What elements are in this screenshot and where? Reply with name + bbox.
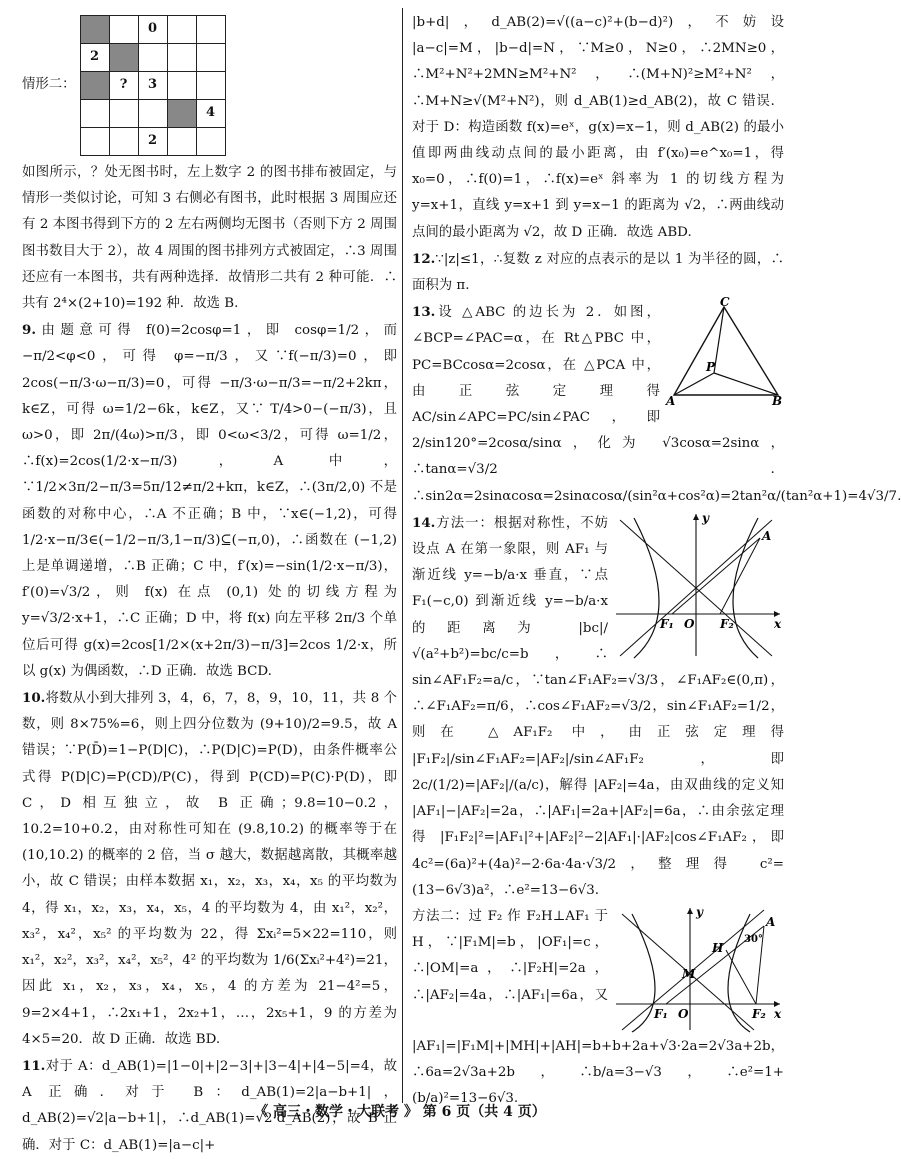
grid-cell (109, 99, 138, 127)
segment-af1 (672, 538, 760, 614)
answer-text: ∵|z|≤1，∴复数 z 对应的点表示的是以 1 为半径的圆，∴面积为 π. (412, 251, 784, 294)
question-number: 9. (22, 322, 36, 339)
label-x: x (774, 616, 782, 631)
label-f2: F₂ (720, 616, 734, 631)
answer-text: 由题意可得 f(0)=2cosφ=1，即 cosφ=1/2，而 −π/2<φ<0，可得 φ=−π/3，又∵f(−π/3)=0，即 2cos(−π/3·ω−π/3)=0，可得 −π/3·ω−π/3=−π/2+2kπ，k∈Z，可得 ω=1/2−6k，k∈Z，又∵ T/4>0−(−π/3)，且 ω>0，即 2π/(4ω)>π/3，即 0<ω<3/2，可得 ω=1/2，∴f(x)=2cos(1/2·x−π/3)，A 中，∵1/2×3π/2−π/3=5π/12≠π/2+kπ，k∈Z，∴(3π/2,0) 不是函数的对称中心，∴A 不正确；B 中，∵x∈(−1,2)，可得 1/2·x−π/3∈(−1/2−π/3,1−π/3)⊆(−π,0)，∴函数在 (−1,2) 上是单调递增，∴B 正确；C 中，f′(x)=−sin(1/2·x−π/3)，f′(0)=√3/2，则 f(x) 在点 (0,1) 处的切线方程为 y=√3/2·x+1，∴C 正确；D 中，将 f(x) 向左平移 2π/3 个单位后可得 g(x)=2cos[1/2×(x+2π/3)−π/3]=2cos 1/2·x，所以 g(x) 为偶函数，∴D 正确．故选 BCD. (22, 323, 397, 679)
triangle-figure (666, 295, 784, 409)
answer-q11-continued: |b+d|，d_AB(2)=√((a−c)²+(b−d)²)，不妨设 |a−c|=M，|b−d|=N，∵M≥0，N≥0，∴2MN≥0，∴M²+N²+2MN≥M²+N²，∴(M+N)²≥M²+N²，∴M+N≥√(M²+N²)，则 d_AB(1)≥d_AB(2)，故 C 错误．对于 D：构造函数 f(x)=eˣ，g(x)=x−1，则 d_AB(2) 的最小值即两曲线动点间的最小距离，由 f′(x₀)=e^x₀=1，得 x₀=0，∴f(0)=1，∴f(x)=eˣ 斜率为 1 的切线方程为 y=x+1，直线 y=x+1 到 y=x−1 的距离为 √2，∴两曲线动点间的最小距离为 √2，故 D 正确．故选 ABD. (412, 15, 784, 240)
label-m: M (682, 966, 696, 981)
grid-cell: 2 (138, 127, 167, 155)
label-h: H (712, 940, 724, 955)
label-o: O (684, 616, 695, 631)
label-o: O (678, 1006, 689, 1021)
label-angle: 30° (744, 933, 763, 945)
label-a: A (762, 528, 772, 543)
label-f1: F₁ (660, 616, 674, 631)
hyperbola-figure-1 (614, 510, 784, 660)
answer-q9 (22, 317, 397, 685)
answer-q14-method1 (412, 510, 784, 904)
hyperbola-right-branch (733, 518, 758, 658)
left-column (22, 10, 397, 1159)
grid-cell (167, 43, 196, 71)
question-number: 13. (412, 304, 436, 321)
book-grid (80, 15, 226, 156)
grid-cell: 4 (196, 99, 225, 127)
hyperbola-left-branch (632, 914, 655, 1032)
question-number: 14. (412, 514, 436, 531)
label-a: A (666, 394, 676, 409)
grid-cell (80, 71, 109, 99)
segment-bp (714, 373, 778, 395)
grid-cell (138, 43, 167, 71)
label-y: y (702, 510, 709, 525)
grid-cell: 2 (80, 43, 109, 71)
label-f2: F₂ (752, 1006, 766, 1021)
answer-text: 方法一：根据对称性，不妨设点 A 在第一象限，则 AF₁ 与渐近线 y=−b/a·x 垂直，∵点 F₁(−c,0) 到渐近线 y=−b/a·x 的距离为 |bc|/√(a²+b²)=bc/c=b，∴ sin∠AF₁F₂=a/c，∵tan∠F₁AF₂=√3/3，∠F₁AF₂∈(0,π)，∴∠F₁AF₂=π/6，∴cos∠F₁AF₂=√3/2，sin∠F₁AF₂=1/2，则在 △AF₁F₂ 中，由正弦定理得 |F₁F₂|/sin∠F₁AF₂=|AF₂|/sin∠AF₁F₂，即 2c/(1/2)=|AF₂|/(a/c)，解得 |AF₂|=4a，由双曲线的定义知 |AF₁|−|AF₂|=2a，∴|AF₁|=2a+|AF₂|=6a，∴由余弦定理得 |F₁F₂|²=|AF₁|²+|AF₂|²−2|AF₁|·|AF₂|cos∠F₁AF₂，即 4c²=(6a)²+(4a)²−2·6a·4a·√3/2，整理得 c²=(13−6√3)a²，∴e²=13−6√3. (412, 515, 784, 898)
label-y: y (696, 904, 703, 919)
grid-cell: 0 (138, 15, 167, 43)
answer-text: 对于 A：d_AB(1)=|1−0|+|2−3|+|3−4|+|4−5|=4，故 A 正确．对于 B：d_AB(1)=2|a−b+1|，d_AB(2)=√2|a−b+1|，∴d_AB(1)=√2·d_AB(2)，故 B 正确．对于 C：d_AB(1)=|a−c|+ (22, 1058, 397, 1153)
segment-f2h (726, 950, 756, 1004)
answer-text: 设 △ABC 的边长为 2．如图，∠BCP=∠PAC=α，在 Rt△PBC 中，PC=BCcosα=2cosα，在 △PCA 中，由正弦定理得 AC/sin∠APC=PC/sin∠PAC，即 2/sin120°=2cosα/sinα，化为 √3cosα=2sinα，∴tanα=√3/2．∴sin2α=2sinαcosα=2sinαcosα/(sin²α+cos²α)=2tan²α/(tan²α+1)=4√3/7. (412, 305, 901, 504)
grid-cell (80, 15, 109, 43)
grid-cell (196, 43, 225, 71)
question-number: 12. (412, 250, 436, 267)
grid-cell (80, 99, 109, 127)
hyperbola-figure-2 (614, 904, 784, 1034)
grid-cell (80, 127, 109, 155)
case-two-explanation: 如图所示，？处无图书时，左上数字 2 的图书排布被固定，与情形一类似讨论，可知 3 右侧必有图书，此时根据 3 周围应还有 2 本图书得到下方的 2 左右两侧均无图书（否则下方 2 周围图书数目大于 2），故 4 周围的图书排列方式被固定，∴3 周围还应有一本图书，共有两种选择．故情形二共有 2 种可能．∴共有 2⁴×(2+10)=192 种．故选 B. (22, 165, 397, 312)
grid-cell (109, 15, 138, 43)
answer-text: 方法二：过 F₂ 作 F₂H⊥AF₁ 于 H，∵|F₁M|=b，|OF₁|=c，∴|OM|=a，∴|F₂H|=2a，∴|AF₂|=4a，∴|AF₁|=6a，又 |AF₁|=|F₁M|+|MH|+|AH|=b+b+2a+√3·2a=2√3a+2b，∴6a=2√3a+2b，∴b/a=3−√3，∴e²=1+(b/a)²=13−6√3. (412, 908, 785, 1107)
grid-cell (196, 71, 225, 99)
grid-cell (109, 43, 138, 71)
grid-cell (167, 99, 196, 127)
question-number: 11. (22, 1057, 46, 1074)
segment-af2 (720, 538, 760, 614)
y-axis-arrow-icon (687, 908, 693, 914)
grid-cell (196, 127, 225, 155)
hyperbola-left-branch (634, 518, 659, 658)
grid-label: 情形二： (22, 76, 76, 92)
grid-cell: ? (109, 71, 138, 99)
right-column (412, 10, 901, 1113)
grid-cell (196, 15, 225, 43)
triangle-abc (674, 307, 778, 395)
answer-q12 (412, 246, 784, 299)
column-divider (402, 8, 403, 1103)
label-a: A (766, 914, 776, 929)
answer-q10 (22, 685, 397, 1053)
y-axis-arrow-icon (693, 514, 699, 520)
question-number: 10. (22, 690, 46, 707)
label-x: x (774, 1006, 782, 1021)
grid-cell: 3 (138, 71, 167, 99)
grid-cell (138, 99, 167, 127)
label-c: C (720, 295, 730, 310)
answer-text: 将数从小到大排列 3，4，6，7，8，9，10，11，共 8 个数，则 8×75%=6，则上四分位数为 (9+10)/2=9.5，故 A 错误；∵P(D̄)=1−P(D|C)，∴P(D|C)=P(D)，由条件概率公式得 P(D|C)=P(CD)/P(C)，得到 P(CD)=P(C)·P(D)，即 C，D 相互独立，故 B 正确；9.8=10−0.2，10.2=10+0.2，由对称性可知在 (9.8,10.2) 的概率等于在 (10,10.2) 的概率的 2 倍，当 σ 越大，数据越离散，其概率越小，故 C 错误；由样本数据 x₁，x₂，x₃，x₄，x₅ 的平均数为 4，得 x₁，x₂，x₃，x₄，x₅，4 的平均数为 4，由 x₁²，x₂²，x₃²，x₄²，x₅² 的平均数为 22，得 Σxᵢ²=5×22=110，则 x₁²，x₂²，x₃²，x₄²，x₅²，4² 的平均数为 1/6(Σxᵢ²+4²)=21，因此 x₁，x₂，x₃，x₄，x₅，4 的方差为 21−4²=5，9=2×4+1，∴2x₁+1，2x₂+1，…，2x₅+1，9 的方差为 4×5=20．故 D 正确．故选 BD. (22, 691, 397, 1047)
label-p: P (706, 360, 716, 375)
grid-cell (167, 127, 196, 155)
answer-q14-method2 (412, 904, 784, 1113)
grid-cell (167, 15, 196, 43)
grid-cell (109, 127, 138, 155)
answer-q13 (412, 295, 901, 510)
grid-cell (167, 71, 196, 99)
label-b: B (772, 394, 783, 409)
page-footer: 《 高三・数学・大联考 》 第 6 页（共 4 页） (254, 1104, 546, 1120)
grid-figure (22, 10, 397, 160)
label-f1: F₁ (654, 1006, 668, 1021)
